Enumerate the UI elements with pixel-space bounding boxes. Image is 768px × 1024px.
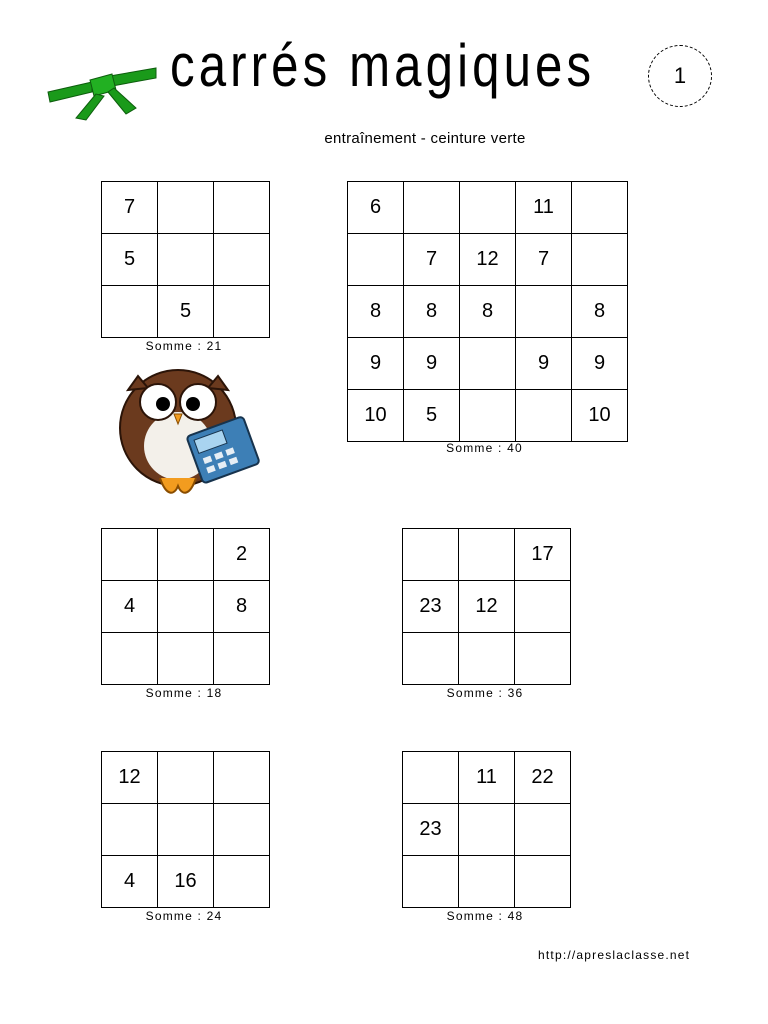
grid-cell[interactable]: 7 — [102, 182, 158, 234]
grid-cell[interactable]: 23 — [403, 804, 459, 856]
magic-square-grid — [402, 751, 571, 908]
grid-cell[interactable]: 22 — [515, 752, 571, 804]
grid-cell[interactable]: 11 — [516, 182, 572, 234]
magic-square-grid — [101, 528, 270, 685]
grid-cell[interactable]: 6 — [348, 182, 404, 234]
grid-cell[interactable]: 8 — [572, 286, 628, 338]
grid-cell[interactable] — [403, 856, 459, 908]
grid-cell[interactable]: 12 — [460, 234, 516, 286]
grid-cell[interactable] — [214, 286, 270, 338]
grid-cell[interactable] — [459, 529, 515, 581]
grid-cell[interactable] — [460, 182, 516, 234]
grid-cell[interactable]: 17 — [515, 529, 571, 581]
magic-square-grid — [347, 181, 628, 442]
grid-cell[interactable]: 4 — [102, 856, 158, 908]
grid-cell[interactable]: 11 — [459, 752, 515, 804]
grid-cell[interactable]: 8 — [404, 286, 460, 338]
grid-cell[interactable] — [158, 182, 214, 234]
page-subtitle: entraînement - ceinture verte — [324, 130, 526, 147]
grid-cell[interactable]: 10 — [572, 390, 628, 442]
sum-label: Somme : 24 — [145, 909, 223, 923]
sum-label: Somme : 21 — [145, 339, 223, 353]
grid-cell[interactable]: 8 — [460, 286, 516, 338]
grid-cell[interactable] — [515, 581, 571, 633]
sum-label: Somme : 48 — [446, 909, 524, 923]
grid-cell[interactable] — [158, 752, 214, 804]
grid-cell[interactable] — [515, 633, 571, 685]
grid-cell[interactable] — [214, 856, 270, 908]
grid-cell[interactable] — [459, 633, 515, 685]
grid-cell[interactable]: 12 — [102, 752, 158, 804]
grid-cell[interactable]: 9 — [348, 338, 404, 390]
sum-label: Somme : 18 — [145, 686, 223, 700]
grid-cell[interactable] — [214, 804, 270, 856]
grid-cell[interactable]: 4 — [102, 581, 158, 633]
magic-square-grid — [402, 528, 571, 685]
grid-cell[interactable]: 8 — [214, 581, 270, 633]
grid-cell[interactable] — [516, 390, 572, 442]
grid-cell[interactable] — [214, 234, 270, 286]
grid-cell[interactable] — [459, 804, 515, 856]
sum-label: Somme : 40 — [446, 441, 523, 455]
grid-cell[interactable] — [214, 633, 270, 685]
grid-cell[interactable] — [459, 856, 515, 908]
page-title: carrés magiques — [170, 32, 596, 99]
grid-cell[interactable] — [515, 804, 571, 856]
grid-cell[interactable] — [460, 390, 516, 442]
magic-square-grid — [101, 751, 270, 908]
grid-cell[interactable]: 9 — [572, 338, 628, 390]
grid-cell[interactable] — [158, 804, 214, 856]
grid-cell[interactable]: 2 — [214, 529, 270, 581]
grid-cell[interactable] — [403, 529, 459, 581]
grid-cell[interactable] — [572, 182, 628, 234]
grid-cell[interactable] — [214, 752, 270, 804]
grid-cell[interactable]: 7 — [516, 234, 572, 286]
grid-cell[interactable] — [102, 286, 158, 338]
grid-cell[interactable]: 9 — [404, 338, 460, 390]
grid-cell[interactable] — [404, 182, 460, 234]
grid-cell[interactable]: 9 — [516, 338, 572, 390]
grid-cell[interactable] — [460, 338, 516, 390]
grid-cell[interactable]: 12 — [459, 581, 515, 633]
grid-cell[interactable]: 8 — [348, 286, 404, 338]
grid-cell[interactable] — [102, 804, 158, 856]
grid-cell[interactable] — [515, 856, 571, 908]
sum-label: Somme : 36 — [446, 686, 524, 700]
grid-cell[interactable]: 5 — [404, 390, 460, 442]
green-belt-icon — [46, 62, 158, 122]
footer-url[interactable]: http://apreslaclasse.net — [538, 948, 691, 962]
owl-with-calculator-icon — [108, 360, 270, 500]
grid-cell[interactable] — [102, 529, 158, 581]
magic-square-grid — [101, 181, 270, 338]
grid-cell[interactable]: 10 — [348, 390, 404, 442]
grid-cell[interactable] — [403, 752, 459, 804]
grid-cell[interactable]: 23 — [403, 581, 459, 633]
grid-cell[interactable] — [348, 234, 404, 286]
grid-cell[interactable]: 16 — [158, 856, 214, 908]
grid-cell[interactable] — [158, 234, 214, 286]
grid-cell[interactable]: 7 — [404, 234, 460, 286]
grid-cell[interactable] — [158, 581, 214, 633]
page-number-badge: 1 — [648, 45, 712, 107]
grid-cell[interactable]: 5 — [158, 286, 214, 338]
grid-cell[interactable] — [102, 633, 158, 685]
grid-cell[interactable] — [403, 633, 459, 685]
grid-cell[interactable] — [158, 633, 214, 685]
grid-cell[interactable] — [158, 529, 214, 581]
grid-cell[interactable]: 5 — [102, 234, 158, 286]
grid-cell[interactable] — [572, 234, 628, 286]
grid-cell[interactable] — [516, 286, 572, 338]
grid-cell[interactable] — [214, 182, 270, 234]
